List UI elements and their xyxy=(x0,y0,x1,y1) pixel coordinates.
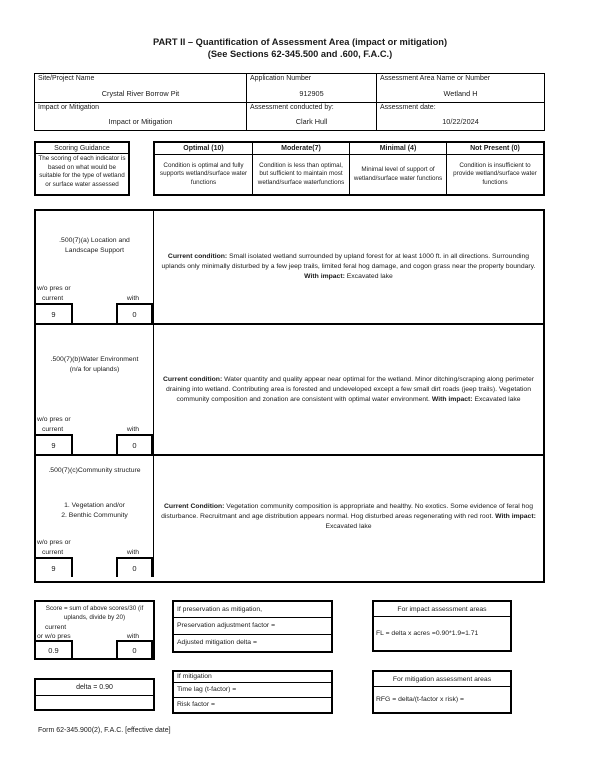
community-wo-pres-label: w/o pres or xyxy=(37,539,71,546)
water-with-impact-label: With impact: xyxy=(431,395,473,403)
score-summary-text xyxy=(36,602,153,622)
scale-moderate-header: Moderate(7) xyxy=(253,143,349,155)
delta-box xyxy=(34,678,155,711)
community-indicator-title xyxy=(36,466,153,476)
risk-factor-field: Risk factor = xyxy=(177,701,215,708)
community-with-score-field: 0 xyxy=(116,557,153,577)
scale-optimal-header: Optimal (10) xyxy=(155,143,252,155)
water-description-cell xyxy=(154,325,543,454)
preservation-header: If preservation as mitigation, xyxy=(174,602,331,618)
scale-column-minimal xyxy=(349,143,446,194)
application-number-value: 912905 xyxy=(299,89,324,98)
form-number-footer: Form 62-345.900(2), F.A.C. [effective date] xyxy=(38,727,171,734)
summary-wo-pres-label: or w/o pres xyxy=(37,633,71,640)
water-title-line2: (n/a for uplands) xyxy=(69,365,120,373)
assessment-area-name-label: Assessment Area Name or Number xyxy=(380,75,491,82)
location-with-label: with xyxy=(126,295,139,302)
impact-or-mitigation-value: Impact or Mitigation xyxy=(108,117,173,126)
community-current-condition-text: Vegetation community composition is appropriate and healthy. No exotics. Some evidence of feral hog disturbance. Recruitmant and age distribution appears normal. Hog disturbed areas regenerating with red root. xyxy=(161,502,533,520)
community-sub-benthic: 2. Benthic Community xyxy=(61,511,128,519)
assessment-date-value: 10/22/2024 xyxy=(442,117,479,126)
scale-moderate-body: Condition is less than optimal, but sufficient to maintain most wetland/surface waterfunctions xyxy=(257,161,345,186)
site-project-name-value: Crystal River Borrow Pit xyxy=(101,89,180,98)
scale-column-moderate xyxy=(252,143,349,194)
site-project-name-cell xyxy=(35,74,246,102)
location-current-condition-label: Current condition: xyxy=(167,253,228,260)
community-current-label: current xyxy=(42,549,64,556)
assessment-conducted-by-value: Clark Hull xyxy=(295,117,328,126)
community-title-line1: .500(7)(c)Community structure xyxy=(48,467,141,474)
community-current-condition-label: Current Condition: xyxy=(164,502,225,510)
score-summary-line2: uplands, divide by 20) xyxy=(63,613,126,621)
community-sub-items xyxy=(36,501,153,520)
location-current-label: current xyxy=(42,295,64,302)
water-description xyxy=(154,375,543,405)
impact-assessment-box xyxy=(372,600,512,652)
indicator-table xyxy=(34,209,545,583)
application-number-cell xyxy=(246,74,376,102)
water-wo-pres-label: w/o pres or xyxy=(37,416,71,423)
scale-optimal-body: Condition is optimal and fully supports wetland/surface water functions xyxy=(159,161,248,186)
scale-minimal-body: Minimal level of support of wetland/surface water functions xyxy=(353,165,443,182)
location-description xyxy=(154,252,543,282)
adjusted-mitigation-delta-field: Adjusted mitigation delta = xyxy=(177,638,257,646)
water-with-label: with xyxy=(126,426,139,433)
community-sub-vegetation: 1. Vegetation and/or xyxy=(64,502,125,509)
location-wo-score-field: 9 xyxy=(36,303,73,323)
location-title-line1: .500(7)(a) Location and xyxy=(59,237,130,244)
location-title-line2: Landscape Support xyxy=(65,246,124,254)
assessment-conducted-by-label: Assessment conducted by: xyxy=(250,104,334,111)
community-label-cell xyxy=(36,456,154,577)
site-project-name-label: Site/Project Name xyxy=(38,75,95,82)
scoring-scale-table xyxy=(153,141,545,196)
water-with-impact-text: Excavated lake xyxy=(472,395,521,403)
mitigation-assessment-header: For mitigation assessment areas xyxy=(374,672,510,687)
location-with-score-field: 0 xyxy=(116,303,153,323)
project-info-table xyxy=(34,73,545,131)
impact-or-mitigation-cell xyxy=(35,102,246,130)
location-with-impact-label: With impact: xyxy=(304,273,345,280)
water-label-cell xyxy=(36,325,154,454)
assessment-date-label: Assessment date: xyxy=(380,104,436,111)
summary-with-label: with xyxy=(126,633,139,640)
delta-value: delta = 0.90 xyxy=(36,680,153,696)
score-summary-line1: Score = sum of above scores/30 (if xyxy=(45,605,144,612)
water-current-label: current xyxy=(42,426,64,433)
preservation-box xyxy=(172,600,333,653)
fl-formula-value: FL = delta x acres =0.90*1.9=1.71 xyxy=(376,630,479,637)
page-title-line1: PART II – Quantification of Assessment Area (impact or mitigation) xyxy=(152,37,448,47)
summary-wo-score-field: 0.9 xyxy=(36,640,73,658)
community-description xyxy=(154,502,543,532)
water-current-condition-text: Water quantity and quality appear near optimal for the wetland. Minor ditching/scraping along perimeter draining into wetland. Contributing area is forested and undeveloped except a few small dirt roads (jeep trails). Vegetation community composition and zonation are consistent with optimal water environment. xyxy=(166,375,535,403)
water-title-line1: .500(7)(b)Water Environment xyxy=(50,356,139,363)
assessment-area-name-cell xyxy=(376,74,544,102)
assessment-area-name-value: Wetland H xyxy=(443,89,478,98)
summary-with-score-field: 0 xyxy=(116,640,153,658)
indicator-row-location xyxy=(36,211,543,323)
location-description-cell xyxy=(154,211,543,323)
scale-column-not-present xyxy=(446,143,543,194)
water-current-condition-label: Current condition: xyxy=(162,375,223,383)
score-summary-box xyxy=(34,600,155,660)
scale-column-optimal xyxy=(155,143,252,194)
mitigation-assessment-box xyxy=(372,670,512,714)
location-with-impact-text: Excavated lake xyxy=(344,273,393,280)
community-with-impact-text: Excavated lake xyxy=(325,522,372,530)
impact-assessment-header: For impact assessment areas xyxy=(374,602,510,617)
water-indicator-title xyxy=(36,355,153,374)
scoring-guidance-body: The scoring of each indicator is based on what would be suitable for the type of wetland or surface water assessed xyxy=(38,155,126,188)
water-with-score-field: 0 xyxy=(116,434,153,454)
scoring-guidance-title: Scoring Guidance xyxy=(36,143,128,154)
location-wo-pres-label: w/o pres or xyxy=(37,285,71,292)
indicator-row-community xyxy=(36,454,543,577)
assessment-date-cell xyxy=(376,102,544,130)
mitigation-header: If mitigation xyxy=(174,672,331,683)
rfg-formula-value: RFG = delta/(t-factor x risk) = xyxy=(376,696,465,703)
application-number-label: Application Number xyxy=(250,75,312,82)
community-with-label: with xyxy=(126,549,139,556)
preservation-adjustment-factor-field: Preservation adjustment factor = xyxy=(174,618,331,634)
community-with-impact-label: With impact: xyxy=(495,512,536,520)
page-title xyxy=(0,36,600,60)
mitigation-box xyxy=(172,670,333,714)
location-label-cell xyxy=(36,211,154,323)
community-description-cell xyxy=(154,456,543,577)
scale-not-present-body: Condition is insufficient to provide wetland/surface water functions xyxy=(453,161,537,186)
location-current-condition-text: Small isolated wetland surrounded by upland forest for at least 1000 ft. in all directions. Surrounding uplands only minimally disturbed by a few jeep trails, limited feral hog damage, and cogon grass near the property boundary. xyxy=(161,253,536,270)
scale-not-present-header: Not Present (0) xyxy=(447,143,543,155)
time-lag-field: Time lag (t-factor) = xyxy=(174,683,331,698)
summary-current-label: current xyxy=(45,624,67,631)
impact-or-mitigation-label: Impact or Mitigation xyxy=(38,104,100,111)
assessment-conducted-by-cell xyxy=(246,102,376,130)
location-indicator-title xyxy=(36,236,153,255)
indicator-row-water xyxy=(36,323,543,454)
page-title-line2: (See Sections 62-345.500 and .600, F.A.C.) xyxy=(207,49,393,59)
water-wo-score-field: 9 xyxy=(36,434,73,454)
scale-minimal-header: Minimal (4) xyxy=(350,143,446,155)
community-wo-score-field: 9 xyxy=(36,557,73,577)
scoring-guidance-box xyxy=(34,141,130,196)
